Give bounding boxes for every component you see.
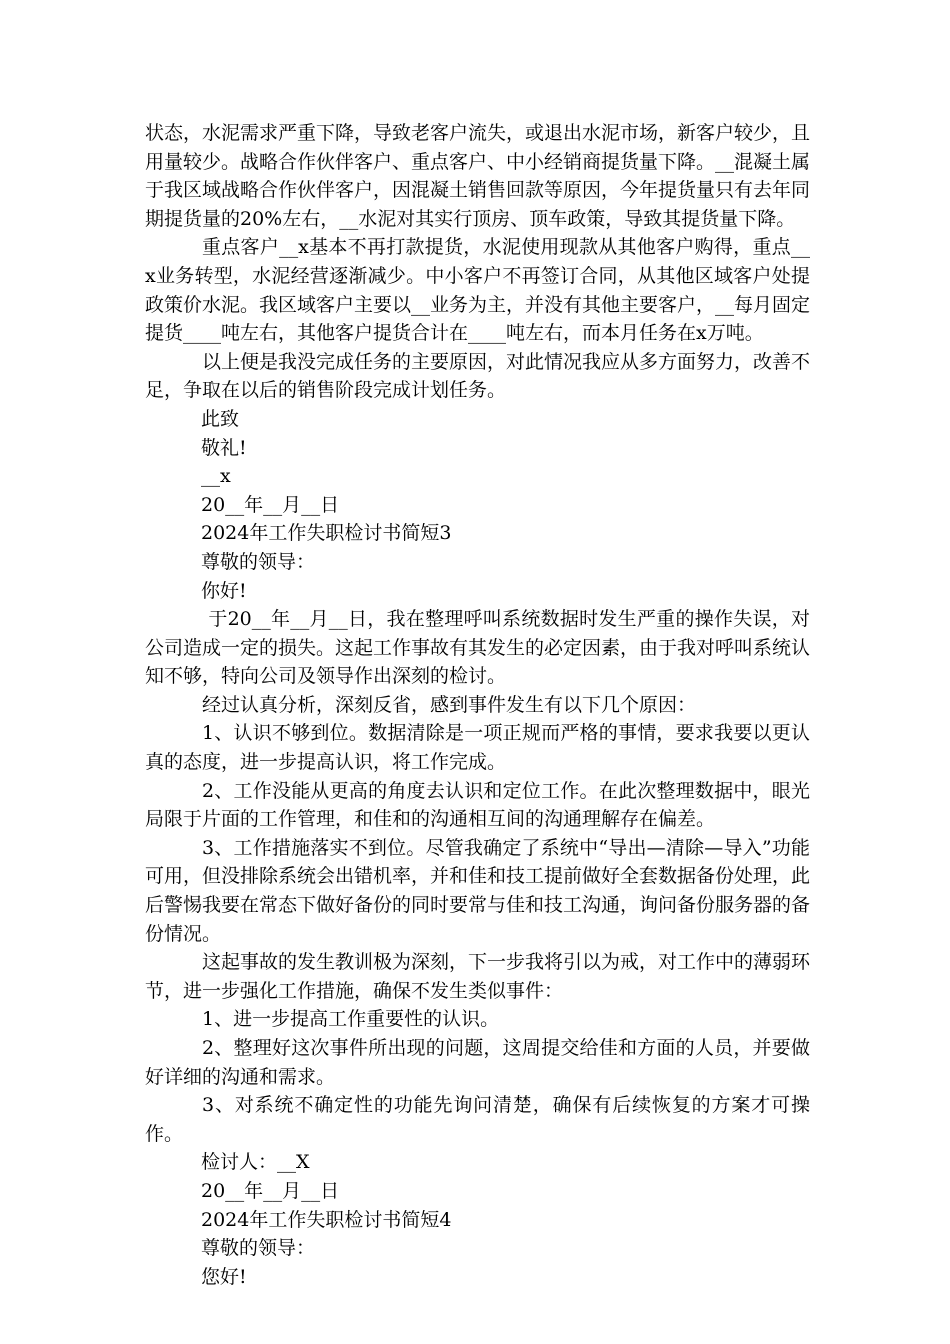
date-line: 20__年__月__日 (201, 493, 340, 516)
paragraph-analysis: 经过认真分析，深刻反省，感到事件发生有以下几个原因： (202, 693, 697, 716)
greeting-hello-2: 您好! (201, 1265, 247, 1288)
date-line-2: 20__年__月__日 (201, 1179, 340, 1202)
measure-3: 3、对系统不确定性的功能先询问清楚，确保有后续恢复的方案才可操作。 (145, 1094, 810, 1145)
salutation-jingli: 敬礼! (201, 436, 247, 459)
greeting-hello: 你好! (201, 579, 247, 602)
section-title-3: 2024年工作失职检讨书简短3 (201, 522, 452, 545)
greeting-leader: 尊敬的领导： (201, 550, 316, 573)
signature: __x (201, 465, 231, 488)
paragraph-lesson: 这起事故的发生教训极为深刻，下一步我将引以为戒，对工作中的薄弱环节，进一步强化工作措施，确保不发生类似事件： (145, 951, 811, 1002)
reviewer-signature: 检讨人：__X (201, 1151, 310, 1174)
salutation-cizhi: 此致 (201, 407, 240, 430)
section-title-4: 2024年工作失职检讨书简短4 (201, 1208, 452, 1231)
greeting-leader-2: 尊敬的领导： (201, 1237, 316, 1260)
paragraph-3: 以上便是我没完成任务的主要原因，对此情况我应从多方面努力，改善不足，争取在以后的销售阶段完成计划任务。 (145, 350, 811, 402)
reason-1: 1、认识不够到位。数据清除是一项正规而严格的事情，要求我要以更认真的态度，进一步提高认识，将工作完成。 (145, 722, 810, 774)
reason-3: 3、工作措施落实不到位。尽管我确定了系统中“导出—清除—导入”功能可用，但没排除系统会出错机率，并和佳和技工提前做好全套数据备份处理，此后警惕我要在常态下做好备份的同时要常与佳和技工沟通，询问备份服务器的备份情况。 (145, 836, 811, 945)
paragraph-1: 状态，水泥需求严重下降，导致老客户流失，或退出水泥市场，新客户较少，且用量较少。战略合作伙伴客户、重点客户、中小经销商提货量下降。__混凝土属于我区域战略合作伙伴客户，因混凝土销售回款等原因，今年提货量只有去年同期提货量的20%左右，__水泥对其实行顶房、顶车政策，导致其提货量下降。 (145, 122, 811, 230)
reason-2: 2、工作没能从更高的角度去认识和定位工作。在此次整理数据中，眼光局限于片面的工作管理，和佳和的沟通相互间的沟通理解存在偏差。 (145, 779, 810, 831)
measure-1: 1、进一步提高工作重要性的认识。 (202, 1008, 500, 1031)
document-body (145, 119, 810, 1291)
measure-2: 2、整理好这次事件所出现的问题，这周提交给佳和方面的人员，并要做好详细的沟通和需求。 (145, 1037, 810, 1088)
paragraph-incident: 于20__年__月__日，我在整理呼叫系统数据时发生严重的操作失误，对公司造成一定的损失。这起工作事故有其发生的必定因素，由于我对呼叫系统认知不够，特向公司及领导作出深刻的检讨。 (145, 608, 811, 688)
paragraph-2: 重点客户__x基本不再打款提货，水泥使用现款从其他客户购得，重点__x业务转型，水泥经营逐渐减少。中小客户不再签订合同，从其他区域客户处提政策价水泥。我区域客户主要以__业务为主，并没有其他主要客户，__每月固定提货____吨左右，其他客户提货合计在____吨左右，而本月任务在x万吨。 (145, 236, 811, 345)
